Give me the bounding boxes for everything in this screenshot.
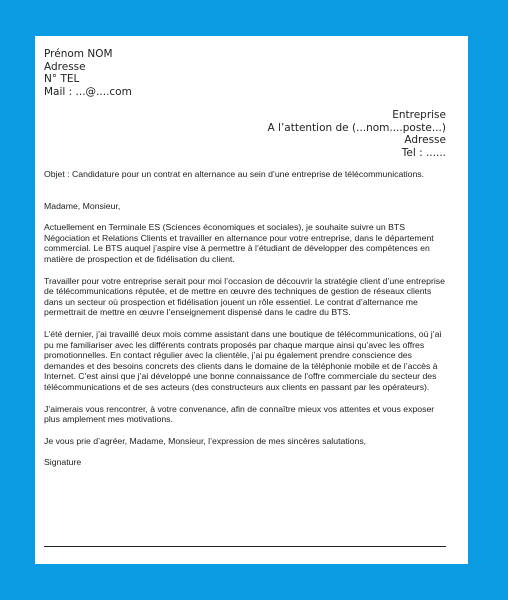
letter-body bbox=[44, 169, 449, 479]
sender-phone: N° TEL bbox=[44, 73, 80, 85]
signature-rule bbox=[44, 546, 446, 547]
letter-paragraph: L’été dernier, j’ai travaillé deux mois comme assistant dans une boutique de télécommunications, où j’ai pu me familiariser avec les différents contrats proposés par chaque marque ainsi qu’avec les offres promotionnelles. En contact régulier avec la clientèle, j’ai pu également prendre conscience des demandes et des besoins concrets des clients dans le domaine de la téléphonie mobile et de l’accès à Internet. C’est ainsi que j’ai développé une bonne connaissance de l’offre commerciale du secteur des télécommunications et de ses acteurs (des constructeurs aux clients en passant par les opérateurs). bbox=[44, 328, 442, 392]
letter-closing: Je vous prie d’agréer, Madame, Monsieur, l’expression de mes sincères salutations, bbox=[44, 435, 367, 446]
letter-greeting: Madame, Monsieur, bbox=[44, 200, 121, 211]
sender-address: Adresse bbox=[44, 60, 86, 73]
recipient-attention: A l’attention de (...nom....poste...) bbox=[267, 121, 446, 134]
recipient-block bbox=[268, 109, 447, 159]
recipient-address: Adresse bbox=[404, 134, 446, 146]
letter-paragraph: Actuellement en Terminale ES (Sciences économiques et sociales), je souhaite suivre un BTS Négociation et Relations Clients et travailler en alternance pour votre entreprise, dans le département commercial. Le BTS auquel j’aspire vise à permettre à l’étudiant de développer des compétences en matière de prospection et de fidélisation du client. bbox=[44, 222, 434, 264]
sender-name: Prénom NOM bbox=[44, 48, 113, 60]
recipient-company: Entreprise bbox=[392, 109, 446, 121]
sender-mail: Mail : ...@....com bbox=[44, 85, 132, 98]
letter-paragraph: J’aimerais vous rencontrer, à votre convenance, afin de connaître mieux vos attentes et vous exposer plus amplement mes motivations. bbox=[44, 403, 435, 425]
sender-block bbox=[44, 48, 132, 98]
recipient-phone: Tel : ...... bbox=[401, 146, 446, 159]
letter-page bbox=[35, 36, 468, 564]
letter-paragraph: Travailler pour votre entreprise serait pour moi l’occasion de découvrir la stratégie client d’une entreprise de télécommunications réputée, et de mettre en œuvre des techniques de gestion de réseaux clients dans un secteur où prospection et fidélisation jouent un rôle essentiel. Le contrat d’alternance me permettrait de mettre en œuvre l’enseignement dispensé dans le cadre du BTS. bbox=[44, 275, 445, 318]
letter-subject: Objet : Candidature pour un contrat en alternance au sein d’une entreprise de télécommunications. bbox=[44, 169, 425, 179]
letter-signature: Signature bbox=[44, 457, 82, 468]
